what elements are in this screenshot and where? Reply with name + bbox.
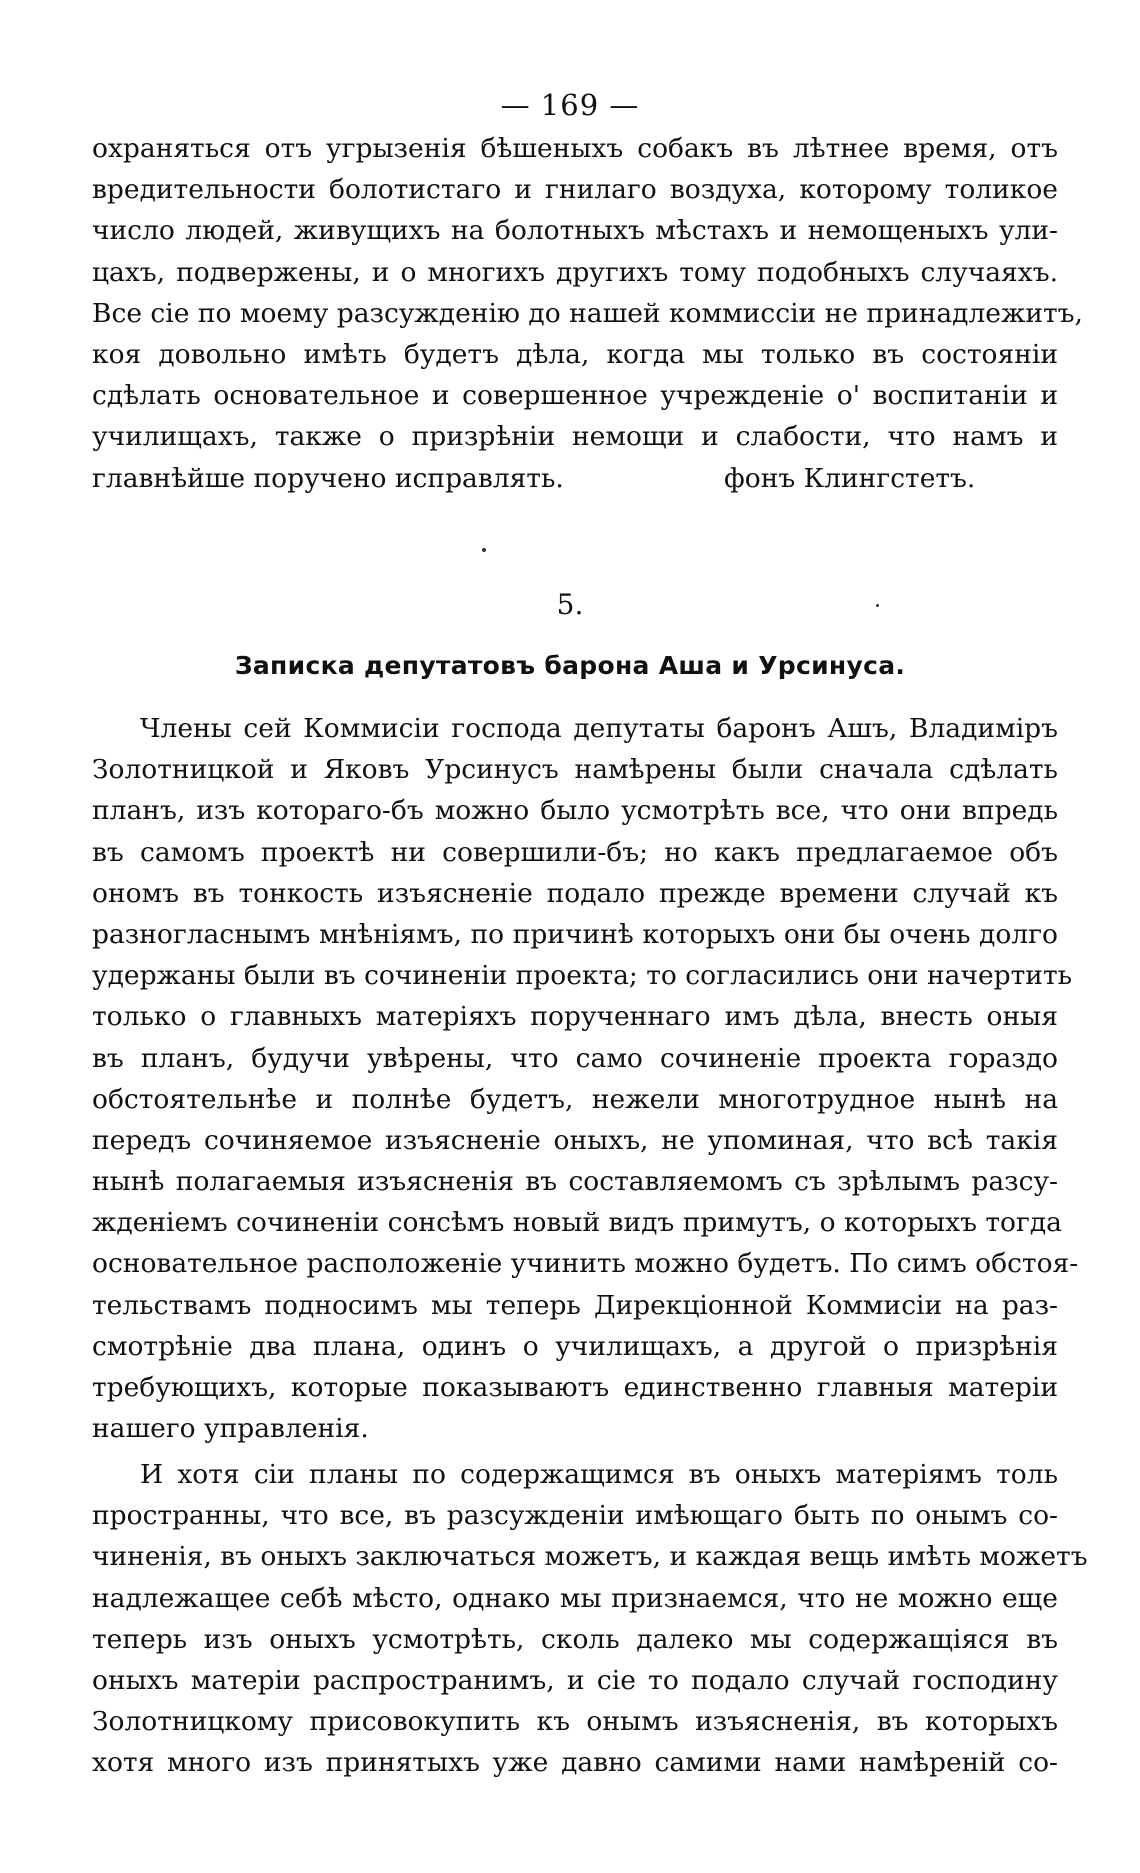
signature-line [92, 458, 1058, 499]
top-paragraph [92, 128, 1083, 499]
text-line: жденіемъ сочиненіи сонсѣмъ новый видъ примутъ, о которыхъ тогда [92, 1207, 1062, 1239]
signature: фонъ Клингстетъ. [724, 462, 976, 494]
text-line: передъ сочиняемое изъясненіе оныхъ, не упоминая, что всѣ такія [92, 1124, 1058, 1156]
text-line: оныхъ матеріи распространимъ, и сіе то подало случай господину [92, 1664, 1058, 1696]
text-line: Золотницкому присовокупить къ онымъ изъясненія, въ которыхъ [92, 1706, 1058, 1738]
text-line: Золотницкой и Яковъ Урсинусъ намѣрены были сначала сдѣлать [92, 754, 1058, 786]
text-line: И хотя сіи планы по содержащимся въ оныхъ матеріямъ толь [140, 1459, 1058, 1490]
paragraph-1 [92, 708, 1079, 1449]
text-line: смотрѣніе два плана, одинъ о училищахъ, а другой о призрѣнія [92, 1330, 1058, 1362]
text-line: цахъ, подвержены, и о многихъ другихъ тому подобныхъ случаяхъ. [92, 256, 1058, 288]
text-line: ономъ въ тонкость изъясненіе подало прежде времени случай къ [92, 877, 1058, 909]
text-line: нашего управленія. [92, 1413, 369, 1445]
text-line: чиненія, въ оныхъ заключаться можетъ, и каждая вещь имѣть можетъ [92, 1541, 1088, 1573]
text-line: основательное расположеніе учинить можно будетъ. По симъ обстоя- [92, 1248, 1079, 1280]
paragraph-2 [92, 1454, 1088, 1784]
text-line: хотя много изъ принятыхъ уже давно самими нами намѣреній со- [92, 1747, 1058, 1779]
text-line: нынѣ полагаемыя изъясненія въ составляемомъ съ зрѣлымъ разсу- [92, 1166, 1058, 1198]
scan-speck [876, 604, 879, 607]
section-title: Записка депутатовъ барона Аша и Урсинуса. [234, 651, 906, 680]
text-line: обстоятельнѣе и полнѣе будетъ, нежели многотрудное нынѣ на [92, 1083, 1058, 1115]
text-line: вредительности болотистаго и гнилаго воздуха, которому толикое [92, 174, 1058, 206]
text-line: Все сіе по моему разсужденію до нашей коммиссіи не принадлежитъ, [92, 297, 1083, 329]
text-line: только о главныхъ матеріяхъ порученнаго имъ дѣла, внесть оныя [92, 1001, 1058, 1033]
text-line: въ планъ, будучи увѣрены, что само сочиненіе проекта гораздо [92, 1042, 1058, 1074]
text-line: училищахъ, также о призрѣніи немощи и слабости, что намъ и [92, 421, 1058, 453]
scan-speck [482, 548, 486, 552]
section-number: 5. [556, 588, 584, 621]
text-line: пространны, что все, въ разсужденіи имѣющаго быть по онымъ со- [92, 1500, 1058, 1532]
text-line: разногласнымъ мнѣніямъ, по причинѣ которыхъ они бы очень долго [92, 918, 1058, 950]
text-line: надлежащее себѣ мѣсто, однако мы признаемся, что не можно еще [92, 1582, 1058, 1614]
text-line: Члены сей Коммисіи господа депутаты баронъ Ашъ, Владиміръ [140, 713, 1058, 744]
text-line: тельствамъ подносимъ мы теперь Дирекціонной Коммисіи на раз- [92, 1289, 1058, 1321]
text-line: коя довольно имѣть будетъ дѣла, когда мы только въ состояніи [92, 338, 1058, 370]
text-line: главнѣйше поручено исправлять. [92, 462, 564, 494]
page-number: — 169 — [500, 88, 640, 122]
text-line: число людей, живущихъ на болотныхъ мѣстахъ и немощеныхъ ули- [92, 215, 1058, 247]
text-line: охраняться отъ угрызенія бѣшеныхъ собакъ въ лѣтнее время, отъ [92, 133, 1058, 164]
text-line: требующихъ, которые показываютъ единственно главныя матеріи [92, 1372, 1058, 1403]
text-line: удержаны были въ сочиненіи проекта; то согласились они начертить [92, 960, 1073, 992]
text-line: теперь изъ оныхъ усмотрѣть, сколь далеко мы содержащіяся въ [92, 1623, 1058, 1655]
text-line: планъ, изъ котораго-бъ можно было усмотрѣть все, что они впредь [92, 795, 1058, 827]
text-line: въ самомъ проектѣ ни совершили-бъ; но какъ предлагаемое объ [92, 836, 1058, 868]
text-line: сдѣлать основательное и совершенное учрежденіе о' воспитаніи и [92, 380, 1058, 412]
